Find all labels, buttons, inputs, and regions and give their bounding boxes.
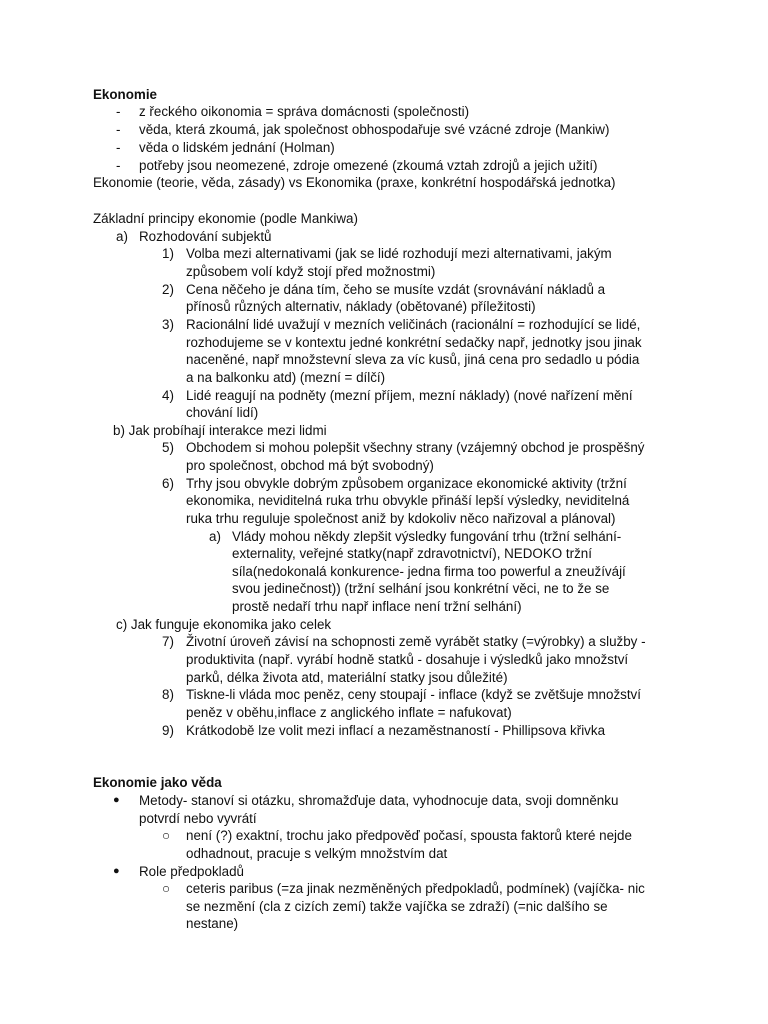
list-item: není (?) exaktní, trochu jako předpověď počasí, spousta faktorů které nejde (186, 828, 632, 843)
list-item: Racionální lidé uvažují v mezních veličinách (racionální = rozhodující se lidé, (186, 317, 641, 332)
subsection-label: Rozhodování subjektů (139, 229, 272, 244)
ekonomie-note: Ekonomie (teorie, věda, zásady) vs Ekonomika (praxe, konkrétní hospodářská jednotka) (93, 175, 616, 190)
list-item: potřeby jsou neomezené, zdroje omezené (zkoumá vztah zdrojů a jejich užití) (139, 158, 598, 173)
list-item: odhadnout, pracuje s velkým množstvím dat (186, 846, 448, 861)
bullet-icon: ● (113, 794, 120, 806)
list-item: nestane) (186, 916, 239, 931)
list-item: externality, veřejné statky(např zdravotnictví), NEDOKO tržní (232, 546, 592, 561)
list-marker: 4) (162, 388, 174, 403)
dash-marker: - (116, 104, 121, 119)
list-item: ekonomika, neviditelná ruka trhu obvykle přináší lepší výsledky, neviditelná (186, 493, 630, 508)
list-item: Metody- stanoví si otázku, shromažďuje data, vyhodnocuje data, svoji domněnku (139, 793, 619, 808)
list-item: rozhodujeme se v kontextu jedné konkrétní sedačky např, jednotky jsou jinak (186, 335, 642, 350)
list-marker: 9) (162, 723, 174, 738)
list-item: Role předpokladů (139, 864, 244, 879)
list-item: naceněné, např množstevní sleva za víc kusů, jiná cena pro sedadlo u pódia (186, 352, 640, 367)
section-title-veda: Ekonomie jako věda (93, 775, 222, 790)
subsection-label: b) Jak probíhají interakce mezi lidmi (113, 423, 327, 438)
bullet-icon: ● (113, 865, 120, 877)
list-marker: 1) (162, 246, 174, 261)
list-item: se nezmění (cla z cizích zemí) takže vajíčka se zdraží) (=nic dalšího se (186, 899, 608, 914)
list-item: síla(nedokonalá konkurence- jedna firma too powerful a zneužívájí (232, 564, 626, 579)
list-marker: 2) (162, 282, 174, 297)
dash-marker: - (116, 158, 121, 173)
list-item: Cena něčeho je dána tím, čeho se musíte vzdát (srovnávání nákladů a (186, 282, 606, 297)
section-title-principy: Základní principy ekonomie (podle Mankiwa) (93, 211, 358, 226)
list-item: chování lidí) (186, 405, 259, 420)
list-item: peněz v oběhu,inflace z anglického inflate = nafukovat) (186, 705, 512, 720)
subsection-label: c) Jak funguje ekonomika jako celek (116, 617, 332, 632)
list-marker: a) (116, 229, 128, 244)
list-item: přínosů různých alternativ, náklady (obětované) příležitosti) (186, 299, 536, 314)
list-item: Tiskne-li vláda moc peněz, ceny stoupají - inflace (když se zvětšuje množství (186, 687, 641, 702)
list-item: Vlády mohou někdy zlepšit výsledky fungování trhu (tržní selhání- (232, 529, 622, 544)
list-marker: 3) (162, 317, 174, 332)
list-item: věda, která zkoumá, jak společnost obhospodařuje své vzácné zdroje (Mankiw) (139, 122, 610, 137)
list-item: produktivita (např. vyrábí hodně statků - dosahuje i výsledků jako množství (186, 652, 629, 667)
list-marker: 7) (162, 634, 174, 649)
list-item: ruka trhu reguluje společnost aniž by kdokoliv něco nařizoval a plánoval) (186, 511, 616, 526)
list-item: Obchodem si mohou polepšit všechny strany (vzájemný obchod je prospěšný (186, 440, 645, 455)
list-item: svou jedinečnost)) (tržní selhání jsou konkrétní věci, ne to že se (232, 581, 610, 596)
list-item: Krátkodobě lze volit mezi inflací a nezaměstnaností - Phillipsova křivka (186, 723, 606, 738)
list-item: věda o lidském jednání (Holman) (139, 140, 335, 155)
section-title-ekonomie: Ekonomie (93, 87, 157, 102)
list-item: způsobem volí když stojí před možnostmi) (186, 264, 436, 279)
list-item: Životní úroveň závisí na schopnosti země vyrábět statky (=výrobky) a služby - (186, 634, 646, 649)
list-item: ceteris paribus (=za jinak nezměněných předpokladů, podmínek) (vajíčka- nic (186, 881, 645, 896)
list-item: potvrdí nebo vyvrátí (139, 811, 257, 826)
list-item: pro společnost, obchod má být svobodný) (186, 458, 434, 473)
list-item: Trhy jsou obvykle dobrým způsobem organizace ekonomické aktivity (tržní (186, 476, 627, 491)
circle-bullet-icon: ○ (162, 828, 171, 843)
dash-marker: - (116, 140, 121, 155)
dash-marker: - (116, 122, 121, 137)
list-item: prostě nedaří trhu např inflace není tržní selhání) (232, 599, 522, 614)
list-marker: 6) (162, 476, 174, 491)
list-item: parků, délka života atd, materiální statky jsou důležité) (186, 670, 508, 685)
list-item: Volba mezi alternativami (jak se lidé rozhodují mezi alternativami, jakým (186, 246, 612, 261)
list-item: z řeckého oikonomia = správa domácnosti (společnosti) (139, 104, 470, 119)
list-marker: 5) (162, 440, 174, 455)
list-marker: 8) (162, 687, 174, 702)
circle-bullet-icon: ○ (162, 881, 171, 896)
list-item: a na balkonku atd) (mezní = dílčí) (186, 370, 386, 385)
list-item: Lidé reagují na podněty (mezní příjem, mezní náklady) (nové nařízení mění (186, 388, 633, 403)
list-marker: a) (209, 529, 221, 544)
